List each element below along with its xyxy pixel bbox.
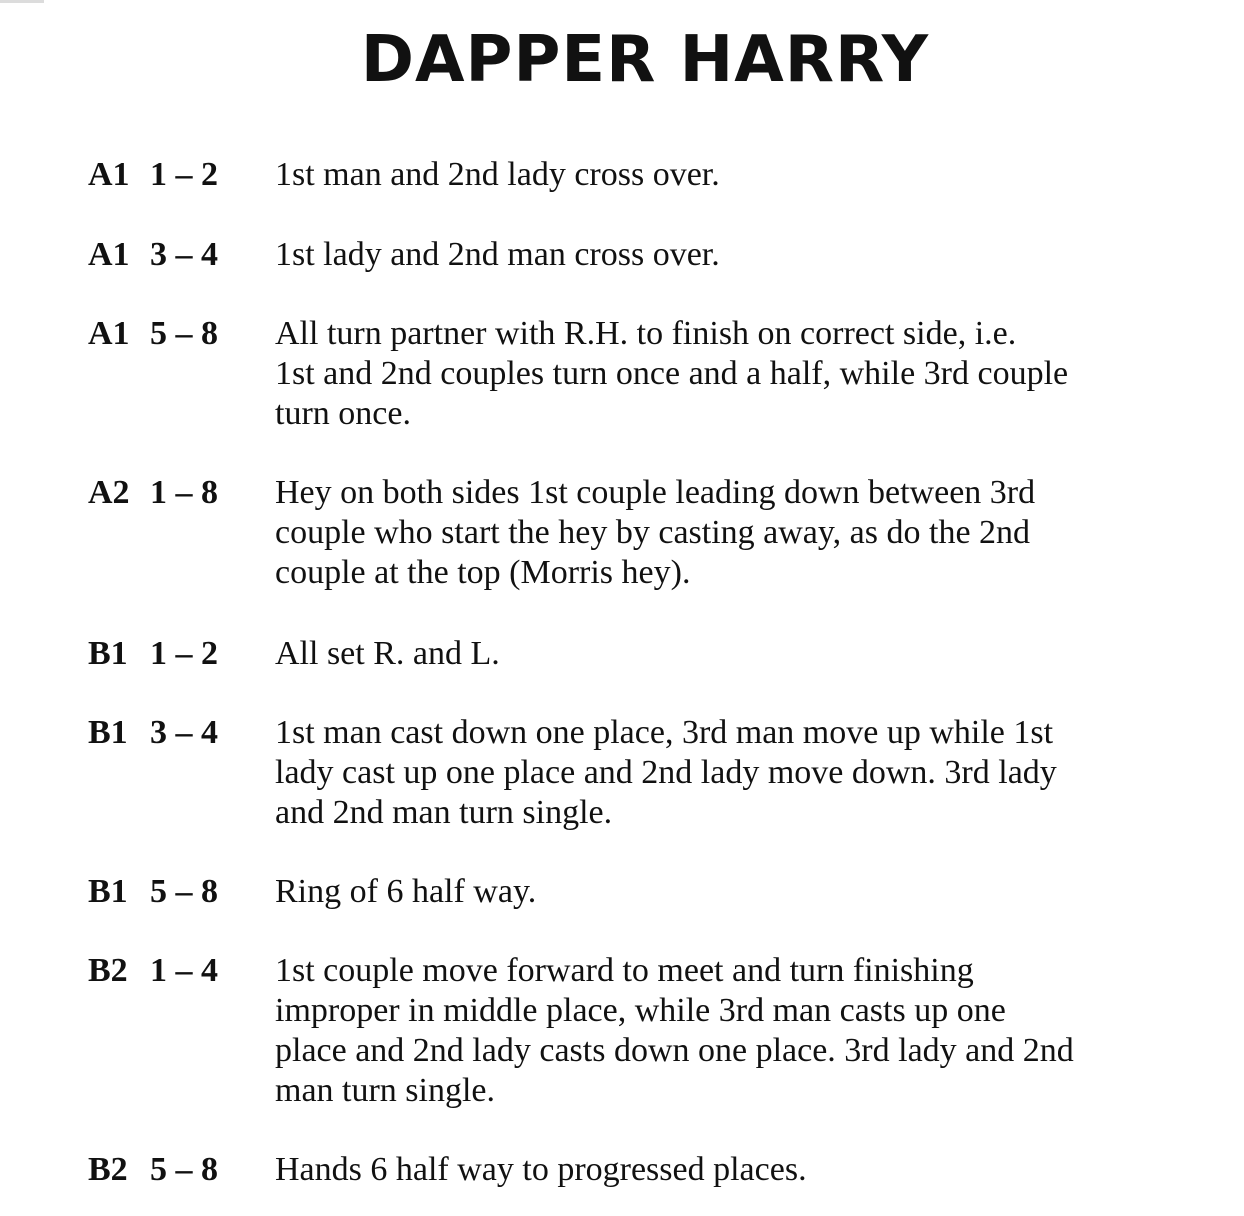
bar-range: 3 – 4: [150, 714, 218, 751]
section-label: B2: [88, 1151, 128, 1188]
instruction-line: couple at the top (Morris hey).: [275, 554, 691, 591]
instruction-line: turn once.: [275, 395, 411, 432]
instruction-text: [275, 872, 1205, 912]
bar-range: 1 – 2: [150, 635, 218, 672]
instruction-line: 1st couple move forward to meet and turn finishing: [275, 952, 974, 989]
section-label: A1: [88, 315, 130, 352]
section-label: B1: [88, 714, 128, 751]
instruction-text: [275, 634, 1205, 674]
instruction-line: All turn partner with R.H. to finish on correct side, i.e.: [275, 315, 1017, 352]
corner-mark: [0, 0, 44, 3]
bar-range: 3 – 4: [150, 236, 218, 273]
instruction-text: [275, 1150, 1205, 1190]
instruction-line: Hey on both sides 1st couple leading down between 3rd: [275, 474, 1036, 511]
section-label: A2: [88, 474, 130, 511]
instruction-line: 1st man and 2nd lady cross over.: [275, 156, 720, 193]
instruction-text: [275, 713, 1205, 833]
instruction-text: [275, 314, 1205, 434]
instruction-line: improper in middle place, while 3rd man casts up one: [275, 992, 1006, 1029]
bar-range: 1 – 4: [150, 952, 218, 989]
instruction-line: Hands 6 half way to progressed places.: [275, 1151, 807, 1188]
bar-range: 1 – 2: [150, 156, 218, 193]
instruction-line: and 2nd man turn single.: [275, 794, 613, 831]
bar-range: 5 – 8: [150, 315, 218, 352]
instruction-text: [275, 951, 1205, 1111]
instruction-text: [275, 235, 1205, 275]
instruction-line: All set R. and L.: [275, 635, 500, 672]
section-label: B1: [88, 873, 128, 910]
instruction-line: lady cast up one place and 2nd lady move down. 3rd lady: [275, 754, 1057, 791]
instruction-line: place and 2nd lady casts down one place. 3rd lady and 2nd: [275, 1032, 1074, 1069]
page-title: DAPPER HARRY: [360, 23, 930, 97]
instruction-line: Ring of 6 half way.: [275, 873, 537, 910]
bar-range: 5 – 8: [150, 873, 218, 910]
instruction-line: 1st and 2nd couples turn once and a half, while 3rd couple: [275, 355, 1069, 392]
section-label: A1: [88, 236, 130, 273]
instruction-text: [275, 155, 1205, 195]
instruction-text: [275, 473, 1205, 593]
bar-range: 1 – 8: [150, 474, 218, 511]
section-label: A1: [88, 156, 130, 193]
bar-range: 5 – 8: [150, 1151, 218, 1188]
section-label: B1: [88, 635, 128, 672]
instruction-line: couple who start the hey by casting away, as do the 2nd: [275, 514, 1031, 551]
instruction-line: 1st man cast down one place, 3rd man move up while 1st: [275, 714, 1054, 751]
instruction-line: man turn single.: [275, 1072, 496, 1109]
section-label: B2: [88, 952, 128, 989]
instruction-line: 1st lady and 2nd man cross over.: [275, 236, 720, 273]
